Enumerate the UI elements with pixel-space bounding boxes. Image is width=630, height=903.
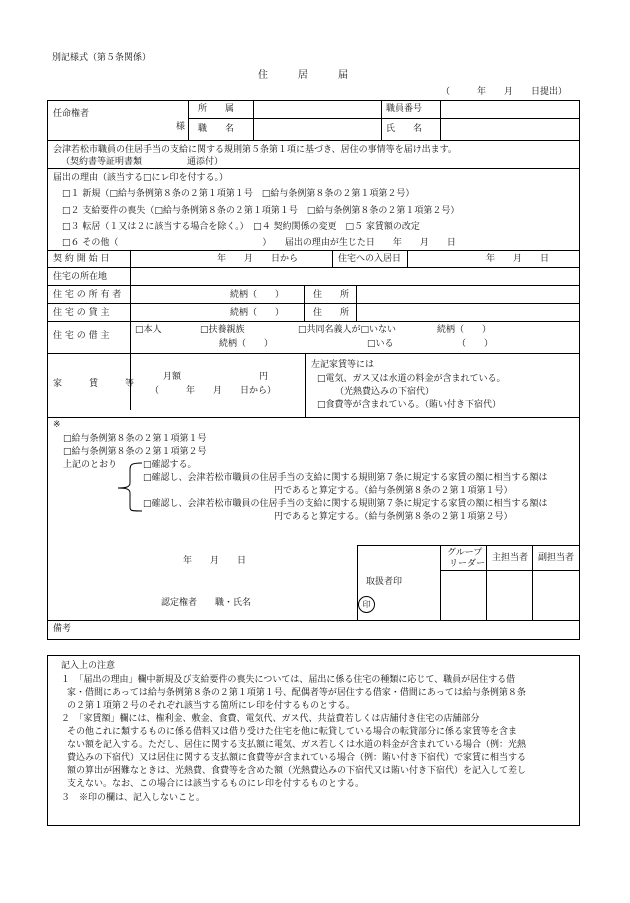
department-label: 所 属 [198,104,235,114]
brace-icon [116,461,144,513]
note-2-line-5: 額の算出が困難なときは、光熱費、食費等を含めた額（光熱費込みの下宿代又は賄い付き下宿代）を記入して差し [67,766,527,776]
office-check-2[interactable]: □給与条例第８条の２第１項第２号 [63,447,207,457]
confirm-calc-amount-1: 円であると算定する。（給与条例第８条の２第１項第１号） [274,486,513,496]
contract-start-date: 年 月 日から [217,254,299,264]
staff-number-label: 職員番号 [386,104,423,114]
note-1-line-2: 家・借間にあっては給与条例第８条の２第１項第１号、配偶者等が居住する借家・借間にあっては給与条例第８条 [67,688,526,698]
location-label: 住宅の所在地 [53,272,108,282]
borrower-label: 住 宅 の 借 主 [53,331,110,341]
name-label: 氏 名 [386,124,423,134]
borrower-dependent-checkbox[interactable]: □扶養親族 [200,325,245,335]
reason-heading: 届出の理由（該当する□にレ印を付する。） [53,173,229,183]
certifier-label: 認定権者 職・氏名 [161,598,252,608]
co-signer-relation: 続柄（ ） [437,325,492,335]
owner-address-label: 住 所 [313,290,350,300]
notes-heading: 記入上の注意 [61,661,116,671]
confirm-calc-option-2[interactable]: □確認し、会津若松市職員の住居手当の支給に関する規則第７条に規定する家賃の額に相当する額は [143,499,548,509]
authority-label: 任命権者 [53,109,90,119]
lender-relation: 続柄（ ） [230,308,285,318]
reason-move: □３ 転居（１又は２に該当する場合を除く。） □４ 契約関係の変更 □５ 家賃額の改定 [62,222,420,232]
note-1-line-3: の２第１項第２号のそれぞれ該当する箇所にレ印を付するものとする。 [67,701,356,711]
form-reference: 別記様式（第５条関係） [52,53,152,63]
confirm-calc-option-1[interactable]: □確認し、会津若松市職員の住居手当の支給に関する規則第７条に規定する家賃の額に相当する額は [143,473,548,483]
note-2-line-4: 費込みの下宿代）又は居住に関する支払額に食費等が含まれている場合（例：賄い付き下宿代）で家賃に相当する [67,753,527,763]
main-staff-label: 主担当者 [492,553,529,563]
note-2-line-3: ない額を記入する。ただし、居住に関する支払額に電気、ガス若しくは水道の料金が含まれている場合（例：光熱 [67,740,527,750]
confirm-calc-amount-2: 円であると算定する。（給与条例第８条の２第１項第２号） [274,512,513,522]
submission-date: （ 年 月 日提出） [441,87,568,97]
rent-note-heading: 左記家賃等には [311,360,375,370]
attachment-text: （契約書等証明書類 通添付） [61,157,224,167]
intro-text: 会津若松市職員の住居手当の支給に関する規則第５条第１項に基づき、居住の事情等を届け出ます。 [53,145,457,155]
borrower-self-checkbox[interactable]: □本人 [135,325,162,335]
note-2-line-6: 支えない。なお、この場合には該当するものにレ印を付するものとする。 [67,779,365,789]
form-title: 住 居 届 [258,70,348,81]
owner-relation: 続柄（ ） [230,290,285,300]
lender-label: 住 宅 の 貸 主 [53,308,110,318]
co-signer-relation-2: （ ） [457,339,494,349]
reason-new: □１ 新規（□給与条例第８条の２第１項第１号 □給与条例第８条の２第１項第２号） [62,189,415,199]
note-2-line-1: ２ 「家賃額」欄には、権利金、敷金、食費、電気代、ガス代、共益費若しくは店舗付き住宅の店舗部分 [61,714,480,724]
office-use-mark: ※ [53,420,61,430]
move-in-label: 住宅への入居日 [338,254,402,264]
owner-label: 住 宅 の 所 有 者 [53,290,122,300]
handler-seal-label: 取扱者印 [366,577,403,587]
sub-staff-label: 副担当者 [538,553,575,563]
sama-label: 様 [176,122,186,132]
per-above-label: 上記のとおり [63,460,118,470]
note-1-line-1: １ 「届出の理由」欄中新規及び支給要件の喪失については、届出に係る住宅の種類に応じて、職員が居住する借 [61,675,516,685]
rent-from-date: （ 年 月 日から） [150,386,277,396]
note-3: ３ ※印の欄は、記入しないこと。 [61,793,206,803]
contract-start-label: 契 約 開 始 日 [53,254,110,264]
certification-date: 年 月 日 [183,556,247,566]
rent-label: 家 賃 等 [53,379,135,389]
lender-address-label: 住 所 [313,308,350,318]
reason-other: □６ その他（ ） 届出の理由が生じた日 年 月 日 [62,238,456,248]
move-in-date: 年 月 日 [486,254,550,264]
seal-icon: 印 [358,596,375,613]
group-leader-label-1: グループ [447,548,483,558]
utilities-note: （光熱費込みの下宿代） [335,387,435,397]
rent-monthly-label: 月額 [163,372,182,382]
co-signer-none-checkbox[interactable]: □共同名義人が□いない [298,325,397,335]
borrower-relation: 続柄（ ） [219,339,274,349]
office-check-1[interactable]: □給与条例第８条の２第１項第１号 [63,434,207,444]
meals-checkbox[interactable]: □食費等が含まれている。（賄い付き下宿代） [317,400,502,410]
confirm-option[interactable]: □確認する。 [143,460,197,470]
rent-yen-label: 円 [259,372,269,382]
post-label: 職 名 [198,124,235,134]
co-signer-yes-checkbox[interactable]: □いる [367,339,394,349]
note-2-line-2: その他これに類するものに係る借料又は借り受けた住宅を他に転貸している場合の転貸部分に係る家賃等を含ま [67,727,518,737]
reason-loss: □２ 支給要件の喪失（□給与条例第８条の２第１項第１号 □給与条例第８条の２第１項第２号） [62,206,460,216]
remarks-label: 備考 [53,624,72,634]
utilities-checkbox[interactable]: □電気、ガス又は水道の料金が含まれている。 [317,374,506,384]
group-leader-label-2: リーダー [449,559,486,569]
